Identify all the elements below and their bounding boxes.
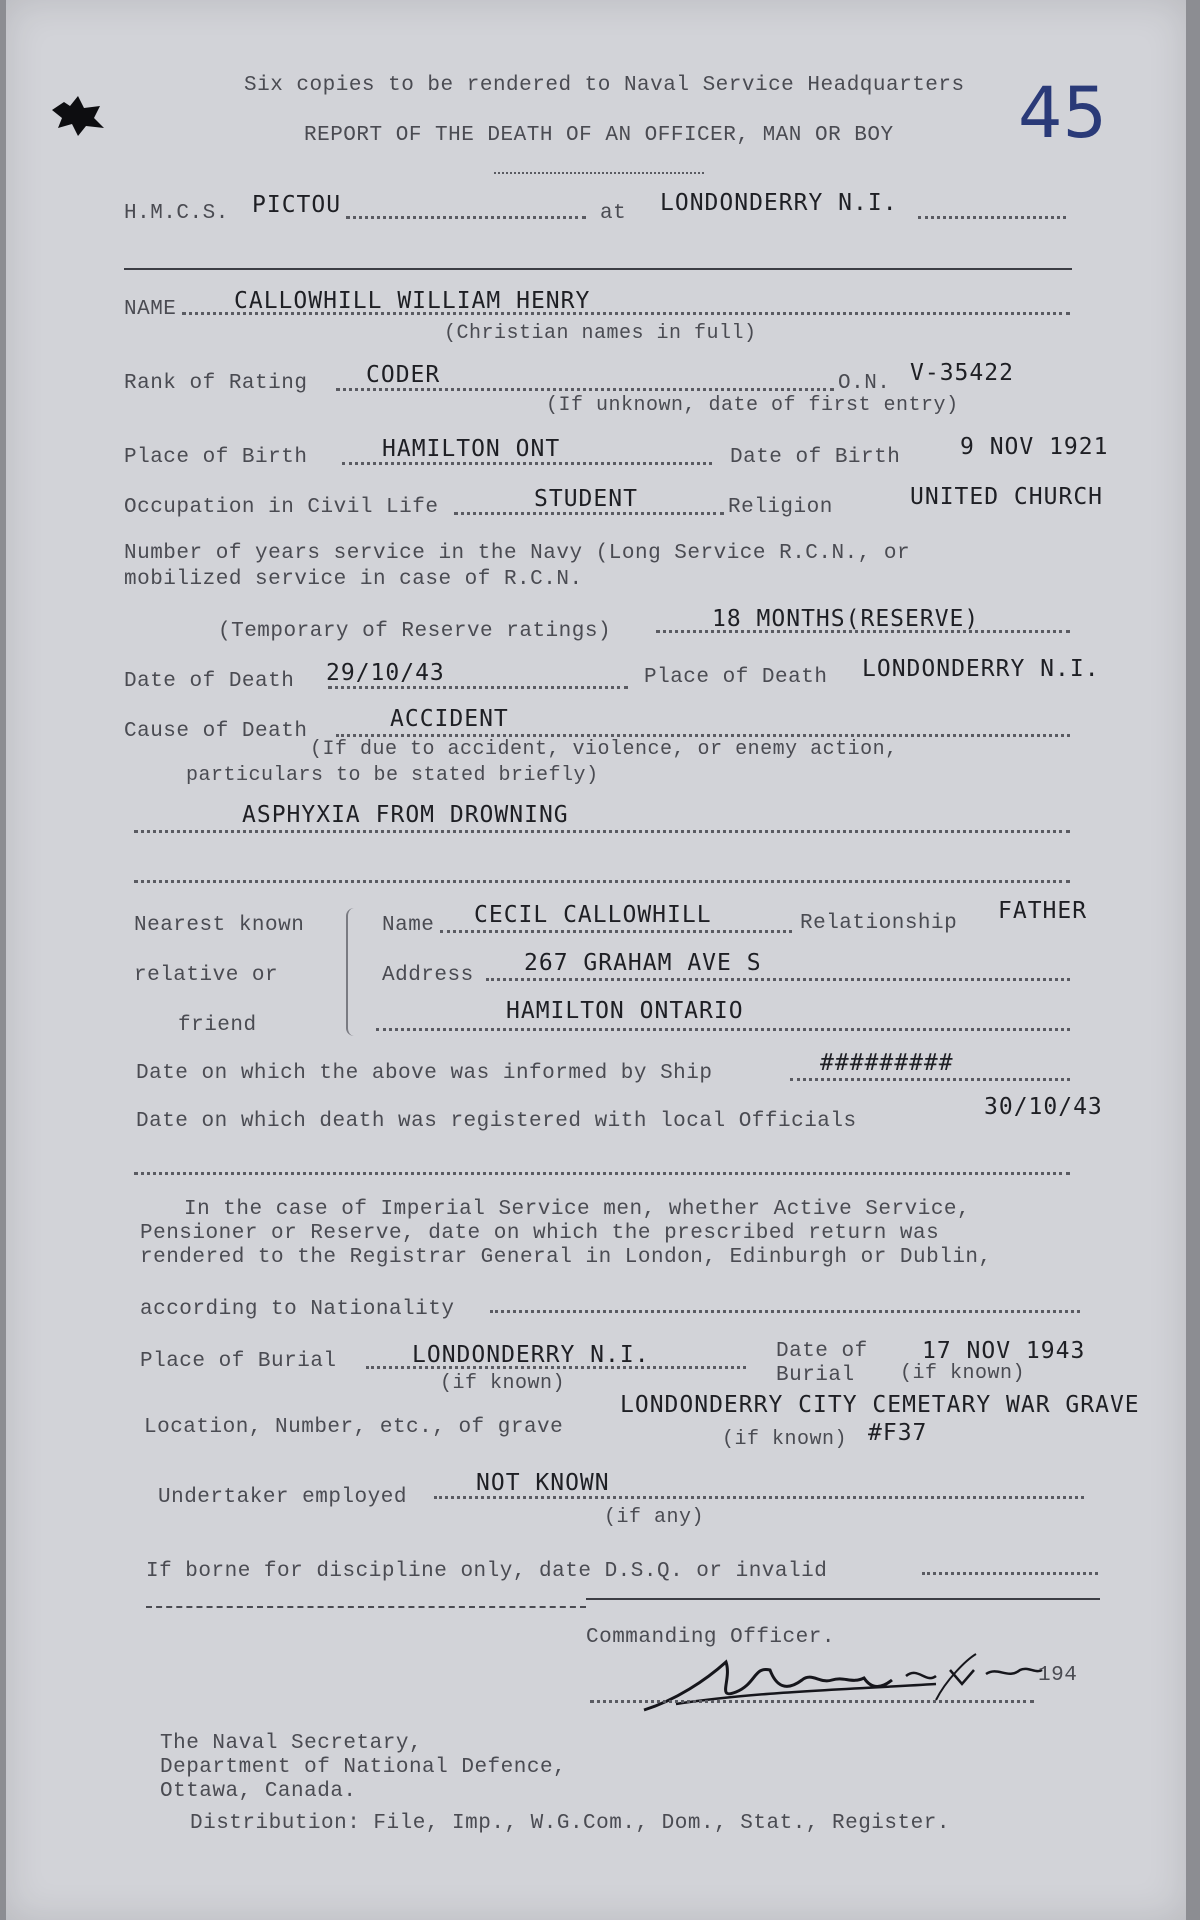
discipline-rule-right [586,1598,1100,1600]
undertaker-value: NOT KNOWN [476,1470,610,1496]
burial-place-hint: (if known) [440,1372,566,1395]
birth-place-value: HAMILTON ONT [382,436,561,462]
burial-date-hint: (if known) [900,1362,1026,1385]
cause-hint-1: (If due to accident, violence, or enemy action, [310,738,898,761]
cause-value: ACCIDENT [390,706,509,732]
relative-address-dots-1 [486,978,1070,981]
ship-value: PICTOU [252,192,342,218]
footer-distribution: Distribution: File, Imp., W.G.Com., Dom., Stat., Register. [190,1812,950,1835]
relative-label-3: friend [178,1014,257,1037]
imperial-line1: In the case of Imperial Service men, whether Active Service, [184,1198,971,1221]
document-sheet [6,0,1186,1920]
grave-value: LONDONDERRY CITY CEMETARY WAR GRAVE [620,1392,1140,1418]
burial-date-label-1: Date of [776,1340,868,1363]
footer-line3: Ottawa, Canada. [160,1780,357,1803]
discipline-rule-left [146,1606,586,1608]
relative-address-dots-2 [376,1028,1070,1031]
signature-dots [590,1700,1034,1703]
grave-number: #F37 [868,1420,928,1446]
relationship-value: FATHER [998,898,1088,924]
informed-dots [790,1078,1070,1081]
rank-dots [336,388,834,391]
ship-location-dots [918,216,1066,219]
informed-label: Date on which the above was informed by Ship [136,1062,713,1085]
religion-label: Religion [728,496,833,519]
burial-place-value: LONDONDERRY N.I. [412,1342,650,1368]
report-title: REPORT OF THE DEATH OF AN OFFICER, MAN OR BOY [304,124,894,147]
service-dots [656,630,1070,633]
occupation-value: STUDENT [534,486,638,512]
ship-location: LONDONDERRY N.I. [660,190,898,216]
relative-address-label: Address [382,964,474,987]
relative-name-label: Name [382,914,435,937]
birth-date-label: Date of Birth [730,446,901,469]
relative-name-dots [440,930,792,933]
grave-label: Location, Number, etc., of grave [144,1416,564,1439]
ship-label: H.M.C.S. [124,202,229,225]
burial-place-label: Place of Burial [140,1350,337,1373]
signature-label: Commanding Officer. [586,1626,835,1649]
name-dots [182,312,1070,315]
undertaker-label: Undertaker employed [158,1486,407,1509]
registered-dots [134,1172,1070,1175]
title-underline [494,172,704,174]
burial-date-value: 17 NOV 1943 [922,1338,1086,1364]
imperial-dots [490,1310,1080,1313]
cause-extra-dots [134,880,1070,883]
ink-stain [48,92,108,138]
rank-label: Rank of Rating [124,372,308,395]
on-value: V-35422 [910,360,1014,386]
footer-line1: The Naval Secretary, [160,1732,423,1755]
burial-place-dots [366,1366,746,1369]
cause-label: Cause of Death [124,720,308,743]
discipline-label: If borne for discipline only, date D.S.Q. or invalid [146,1560,828,1583]
header-rule [124,268,1072,270]
birth-place-dots [342,462,712,465]
imperial-line3: rendered to the Registrar General in London, Edinburgh or Dublin, [140,1246,992,1269]
service-temp-label: (Temporary of Reserve ratings) [218,620,612,643]
cause-dots [336,734,1070,737]
imperial-line2: Pensioner or Reserve, date on which the prescribed return was [140,1222,940,1245]
burial-date-label-2: Burial [776,1364,855,1387]
relative-name-value: CECIL CALLOWHILL [474,902,712,928]
footer-line2: Department of National Defence, [160,1756,567,1779]
relative-address-line2: HAMILTON ONTARIO [506,998,744,1024]
commanding-officer-signature [636,1640,1066,1730]
signature-year: 194 [1038,1664,1078,1687]
relative-label-1: Nearest known [134,914,305,937]
service-value: 18 MONTHS(RESERVE) [712,606,980,632]
occupation-label: Occupation in Civil Life [124,496,439,519]
grave-hint: (if known) [722,1428,848,1451]
name-label: NAME [124,298,177,321]
imperial-line4: according to Nationality [140,1298,455,1321]
death-place-value: LONDONDERRY N.I. [862,656,1100,682]
name-hint: (Christian names in full) [444,322,757,345]
religion-value: UNITED CHURCH [910,484,1104,510]
cause-particulars: ASPHYXIA FROM DROWNING [242,802,569,828]
informed-value: ######### [820,1050,954,1076]
on-label: O.N. [838,372,891,395]
ship-dots [346,216,586,219]
rank-hint: (If unknown, date of first entry) [546,394,959,417]
birth-place-label: Place of Birth [124,446,308,469]
birth-date-value: 9 NOV 1921 [960,434,1109,460]
death-date-value: 29/10/43 [326,660,445,686]
registered-label: Date on which death was registered with local Officials [136,1110,857,1133]
relative-brace [346,908,358,1036]
occupation-dots [454,512,724,515]
service-line1: Number of years service in the Navy (Long Service R.C.N., or [124,542,911,565]
service-line2: mobilized service in case of R.C.N. [124,568,583,591]
cause-particulars-dots [134,830,1070,833]
header-instruction: Six copies to be rendered to Naval Service Headquarters [244,74,965,97]
relative-address-line1: 267 GRAHAM AVE S [524,950,762,976]
death-place-label: Place of Death [644,666,828,689]
undertaker-dots [434,1496,1084,1499]
rank-value: CODER [366,362,441,388]
registered-value: 30/10/43 [984,1094,1103,1120]
undertaker-hint: (if any) [604,1506,705,1529]
cause-hint-2: particulars to be stated briefly) [186,764,599,787]
name-value: CALLOWHILL WILLIAM HENRY [234,288,591,314]
relative-label-2: relative or [134,964,279,987]
death-date-dots [328,686,628,689]
relationship-label: Relationship [800,912,958,935]
page-number: 45 [1018,72,1108,154]
death-date-label: Date of Death [124,670,295,693]
discipline-dots [922,1572,1098,1575]
ship-at-label: at [600,202,627,225]
